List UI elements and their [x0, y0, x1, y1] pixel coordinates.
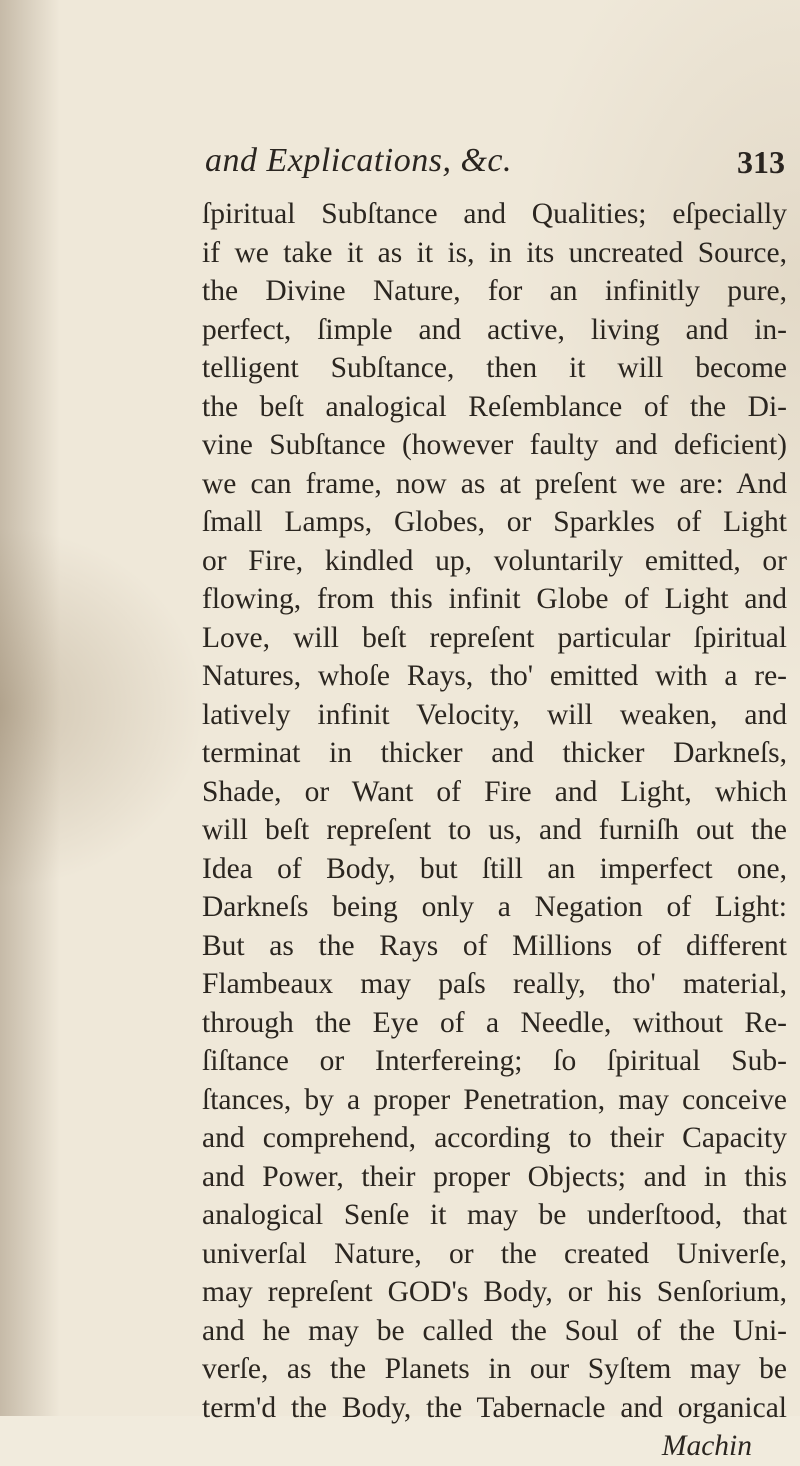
text-line: analogical Senſe it may be underſtood, that: [202, 1199, 787, 1231]
text-line: may repreſent GOD's Body, or his Senſorium,: [202, 1276, 787, 1308]
text-line: term'd the Body, the Tabernacle and organical: [202, 1391, 787, 1424]
page-header: [205, 142, 785, 192]
body-text: [202, 195, 787, 1466]
text-line: Love, will beſt repreſent particular ſpiritual: [202, 621, 787, 654]
catchword: Machin: [661, 1430, 752, 1462]
text-line: verſe, as the Planets in our Syſtem may be: [202, 1353, 787, 1385]
page-number: 313: [737, 144, 785, 180]
text-line: Flambeaux may paſs really, tho' material,: [202, 968, 787, 1000]
text-line: ſmall Lamps, Globes, or Sparkles of Light: [202, 506, 787, 538]
text-line: through the Eye of a Needle, without Re-: [202, 1006, 787, 1039]
text-line: Natures, whoſe Rays, tho' emitted with a re-: [202, 660, 787, 692]
text-line: Shade, or Want of Fire and Light, which: [202, 775, 787, 808]
text-line: ſiſtance or Interfereing; ſo ſpiritual Sub-: [202, 1045, 787, 1077]
text-line: But as the Rays of Millions of different: [202, 929, 787, 962]
text-line: or Fire, kindled up, voluntarily emitted, or: [202, 544, 787, 577]
running-head: and Explications, &c.: [205, 142, 513, 179]
text-line: Idea of Body, but ſtill an imperfect one,: [202, 852, 787, 885]
text-line: the beſt analogical Reſemblance of the Di-: [202, 390, 787, 423]
text-line: flowing, from this infinit Globe of Light and: [202, 583, 787, 615]
text-line: and comprehend, according to their Capacity: [202, 1122, 787, 1154]
page-gutter-shadow: [0, 0, 60, 1416]
text-line: and Power, their proper Objects; and in this: [202, 1160, 787, 1193]
text-line: telligent Subſtance, then it will become: [202, 352, 787, 384]
text-line: we can frame, now as at preſent we are: And: [202, 467, 787, 500]
text-line: and he may be called the Soul of the Uni-: [202, 1314, 787, 1347]
text-line: terminat in thicker and thicker Darkneſs,: [202, 737, 787, 769]
text-line: latively infinit Velocity, will weaken, and: [202, 698, 787, 731]
text-line: perfect, ſimple and active, living and in-: [202, 313, 787, 346]
text-line: if we take it as it is, in its uncreated Source,: [202, 236, 787, 269]
text-line: vine Subſtance (however faulty and deficient): [202, 429, 787, 461]
text-line: ſpiritual Subſtance and Qualities; eſpecially: [202, 198, 787, 230]
text-line: will beſt repreſent to us, and furniſh out the: [202, 814, 787, 846]
text-line: Darkneſs being only a Negation of Light:: [202, 891, 787, 923]
text-line: univerſal Nature, or the created Univerſe,: [202, 1237, 787, 1270]
text-line: ſtances, by a proper Penetration, may conceive: [202, 1083, 787, 1116]
text-line: the Divine Nature, for an infinitly pure,: [202, 275, 787, 307]
